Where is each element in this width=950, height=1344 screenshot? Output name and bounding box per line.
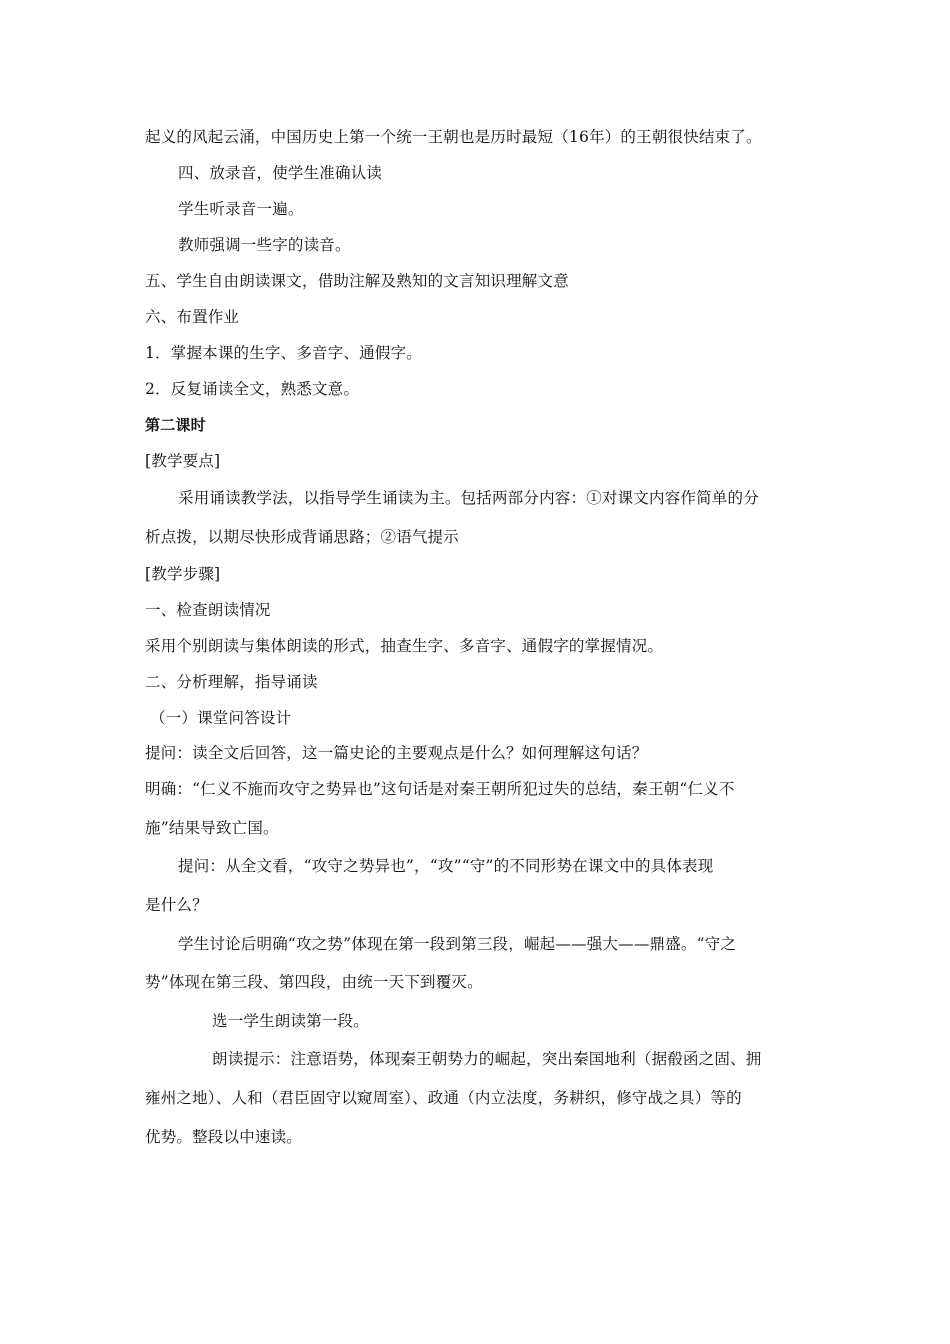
text-line: 学生听录音一遍。	[178, 200, 304, 218]
text-line: 提问：从全文看，“攻守之势异也”，“攻”“守”的不同形势在课文中的具体表现	[178, 857, 714, 875]
text-line: 采用个别朗读与集体朗读的形式，抽查生字、多音字、通假字的掌握情况。	[145, 637, 664, 655]
text-line: 学生讨论后明确“攻之势”体现在第一段到第三段，崛起——强大——鼎盛。“守之	[178, 935, 737, 953]
text-line: 施”结果导致亡国。	[145, 819, 279, 837]
section-heading: 二、分析理解，指导诵读	[145, 673, 318, 691]
section-heading: 一、检查朗读情况	[145, 601, 271, 619]
text-line: 起义的风起云涌，中国历史上第一个统一王朝也是历时最短（16年）的王朝很快结束了。	[145, 128, 762, 146]
subsection-heading: （一）课堂问答设计	[150, 709, 292, 727]
section-label: [教学步骤]	[145, 565, 221, 583]
text-line: 明确：“仁义不施而攻守之势异也”这句话是对秦王朝所犯过失的总结，秦王朝“仁义不	[145, 780, 735, 798]
list-item: 1．掌握本课的生字、多音字、通假字。	[145, 344, 422, 362]
text-line: 优势。整段以中速读。	[145, 1128, 303, 1146]
text-line: 朗读提示：注意语势，体现秦王朝势力的崛起，突出秦国地利（据殽函之固、拥	[212, 1050, 762, 1068]
text-line: 采用诵读教学法，以指导学生诵读为主。包括两部分内容：①对课文内容作简单的分	[178, 489, 759, 507]
section-heading: 四、放录音，使学生准确认读	[178, 164, 383, 182]
section-heading: 五、学生自由朗读课文，借助注解及熟知的文言知识理解文意	[145, 272, 569, 290]
text-line: 教师强调一些字的读音。	[178, 236, 351, 254]
text-line: 提问：读全文后回答，这一篇史论的主要观点是什么？如何理解这句话？	[145, 744, 648, 762]
text-line: 选一学生朗读第一段。	[212, 1012, 370, 1030]
text-line: 雍州之地）、人和（君臣固守以窥周室）、政通（内立法度，务耕织，修守战之具）等的	[145, 1089, 742, 1107]
text-line: 析点拨，以期尽快形成背诵思路；②语气提示	[145, 528, 460, 546]
text-line: 是什么？	[145, 896, 208, 914]
section-label: [教学要点]	[145, 452, 221, 470]
section-heading: 六、布置作业	[145, 308, 240, 326]
list-item: 2．反复诵读全文，熟悉文意。	[145, 380, 360, 398]
lesson-title: 第二课时	[145, 416, 206, 434]
text-line: 势”体现在第三段、第四段，由统一天下到覆灭。	[145, 973, 483, 991]
